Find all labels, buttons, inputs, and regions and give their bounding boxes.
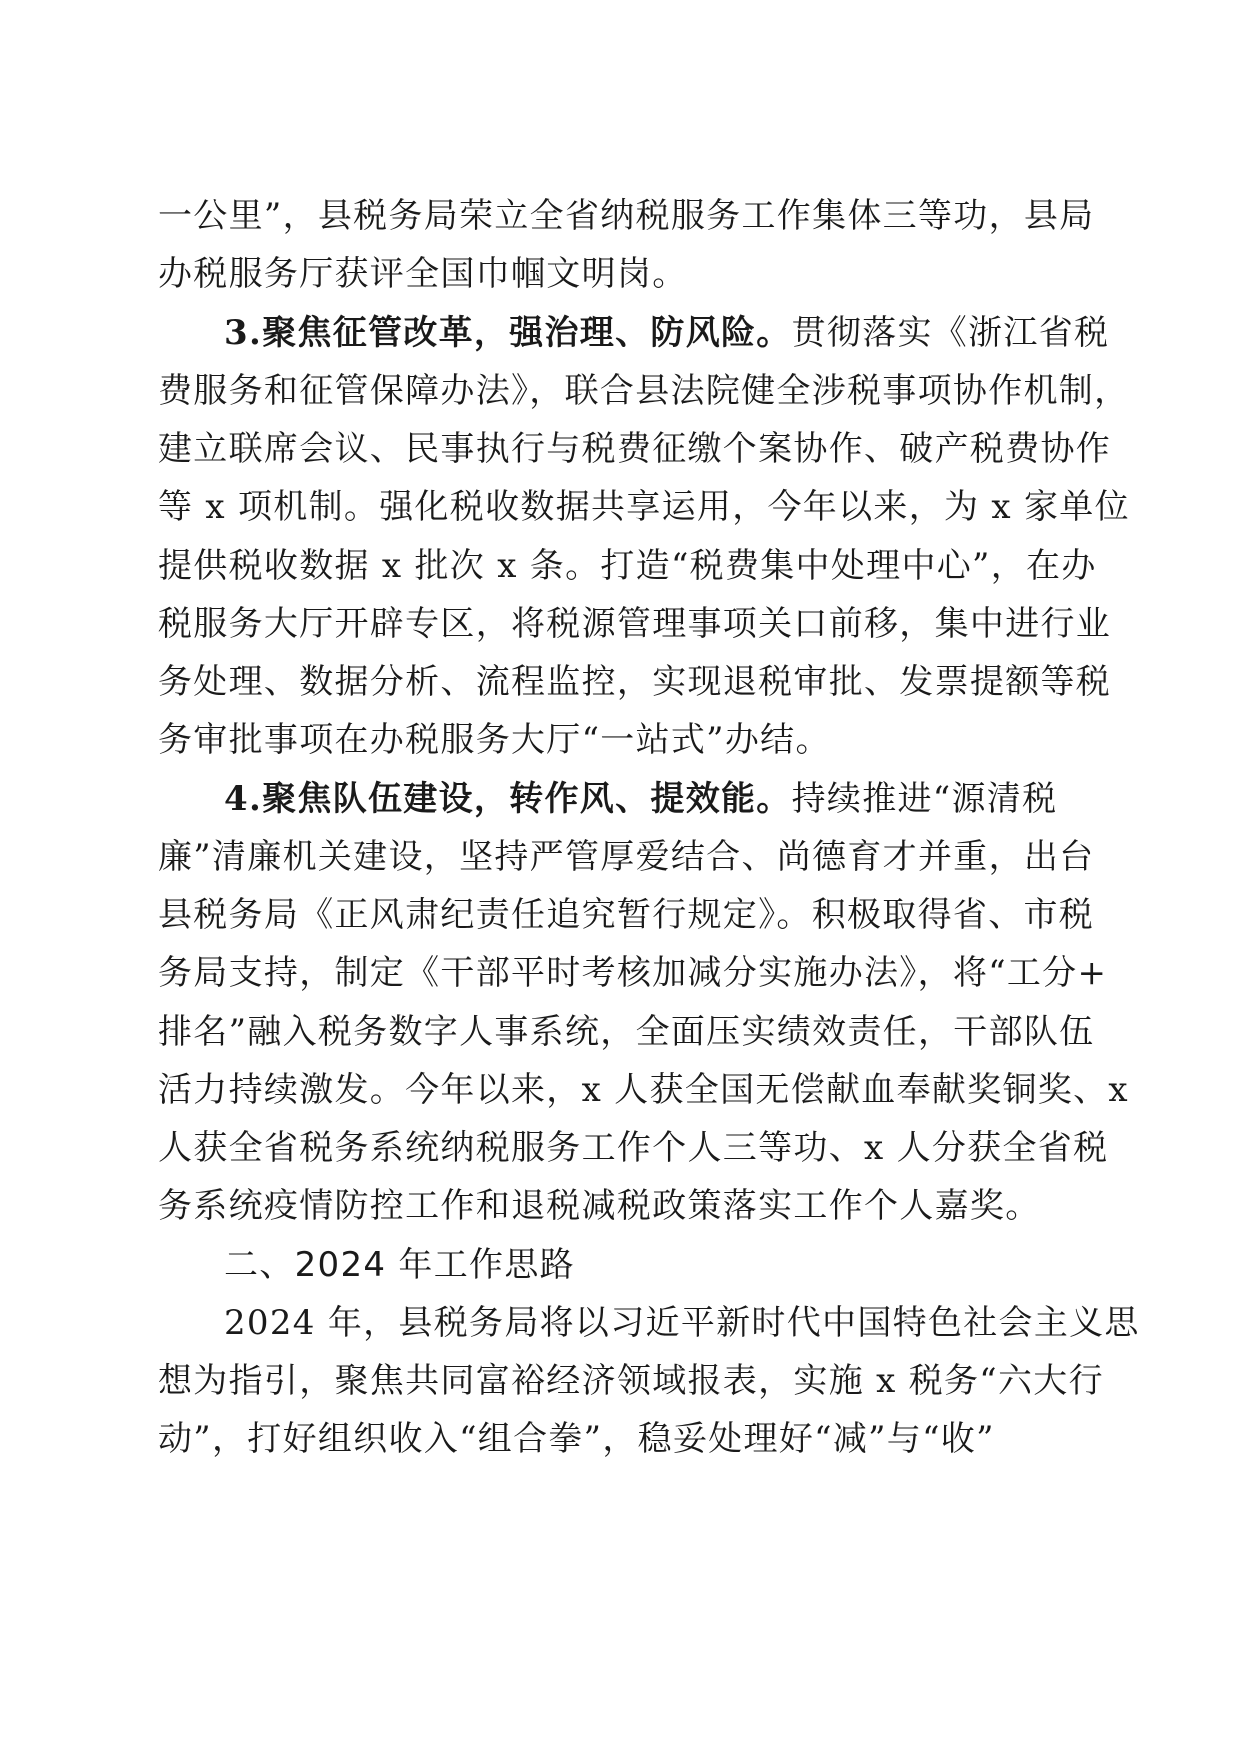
section-3-title: 3.聚焦征管改革，强治理、防风险。 bbox=[224, 313, 792, 353]
section-4-title: 4.聚焦队伍建设，转作风、提效能。 bbox=[224, 779, 792, 819]
paragraph-line: 廉”清廉机关建设，坚持严管厚爱结合、尚德育才并重，出台 bbox=[158, 837, 1095, 877]
paragraph-line: 务系统疫情防控工作和退税减税政策落实工作个人嘉奖。 bbox=[158, 1186, 1041, 1226]
paragraph-line: 务处理、数据分析、流程监控，实现退税审批、发票提额等税 bbox=[158, 662, 1112, 702]
paragraph-line: 务审批事项在办税服务大厅“一站式”办结。 bbox=[158, 720, 831, 760]
paragraph-line: 务局支持，制定《干部平时考核加减分实施办法》，将“工分+ bbox=[158, 953, 1108, 993]
section-3-first-line bbox=[224, 312, 1109, 354]
paragraph-line: 县税务局《正风肃纪责任追究暂行规定》。积极取得省、市税 bbox=[158, 895, 1095, 935]
section-4-first-line-text: 持续推进“源清税 bbox=[791, 779, 1058, 819]
paragraph-line: 动”，打好组织收入“组合拳”，稳妥处理好“减”与“收” bbox=[158, 1419, 995, 1459]
paragraph-line: 费服务和征管保障办法》，联合县法院健全涉税事项协作机制， bbox=[158, 371, 1130, 411]
paragraph-line: 税服务大厅开辟专区，将税源管理事项关口前移，集中进行业 bbox=[158, 604, 1112, 644]
paragraph-line: 活力持续激发。今年以来，x 人获全国无偿献血奉献奖铜奖、x bbox=[158, 1070, 1129, 1110]
part-2-first-line: 2024 年，县税务局将以习近平新时代中国特色社会主义思 bbox=[224, 1303, 1140, 1343]
section-3-first-line-text: 贯彻落实《浙江省税 bbox=[791, 313, 1110, 353]
part-2-heading: 二、2024 年工作思路 bbox=[224, 1245, 575, 1285]
paragraph-line: 人获全省税务系统纳税服务工作个人三等功、x 人分获全省税 bbox=[158, 1128, 1109, 1168]
paragraph-line: 提供税收数据 x 批次 x 条。打造“税费集中处理中心”，在办 bbox=[158, 546, 1097, 586]
paragraph-line: 建立联席会议、民事执行与税费征缴个案协作、破产税费协作 bbox=[158, 429, 1112, 469]
paragraph-line: 等 x 项机制。强化税收数据共享运用，今年以来，为 x 家单位 bbox=[158, 487, 1130, 527]
section-4-first-line bbox=[224, 778, 1057, 820]
paragraph-line: 办税服务厅获评全国巾帼文明岗。 bbox=[158, 254, 688, 294]
paragraph-line: 一公里”，县税务局荣立全省纳税服务工作集体三等功，县局 bbox=[158, 196, 1095, 236]
paragraph-line: 排名”融入税务数字人事系统，全面压实绩效责任，干部队伍 bbox=[158, 1012, 1095, 1052]
paragraph-line: 想为指引，聚焦共同富裕经济领域报表，实施 x 税务“六大行 bbox=[158, 1361, 1104, 1401]
